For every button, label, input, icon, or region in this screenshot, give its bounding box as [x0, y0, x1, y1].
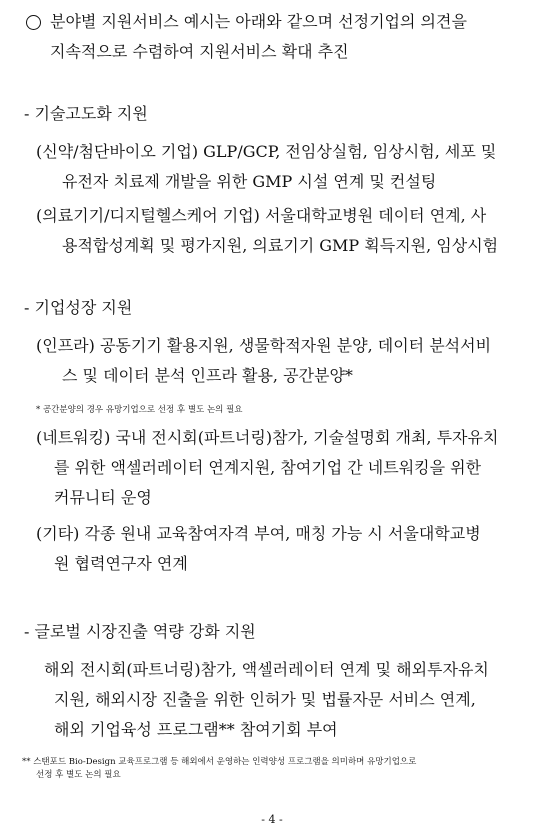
global-note-line-2: 선정 후 별도 논의 필요	[36, 770, 121, 780]
growth-item-2-line-2: 를 위한 액셀러레이터 연계지원, 참여기업 간 네트워킹을 위한	[54, 458, 482, 477]
intro-line-1: 분야별 지원서비스 예시는 아래와 같으며 선정기업의 의견을	[50, 12, 467, 31]
growth-item-1-line-1: (인프라) 공동기기 활용지원, 생물학적자원 분양, 데이터 분석서비	[36, 336, 492, 355]
growth-item-3-line-1: (기타) 각종 원내 교육참여자격 부여, 매칭 가능 시 서울대학교병	[36, 524, 481, 543]
global-item-1-line-3: 해외 기업육성 프로그램** 참여기회 부여	[54, 720, 338, 739]
growth-item-2-line-3: 커뮤니티 운영	[54, 488, 152, 507]
tech-item-1-line-1: (신약/첨단바이오 기업) GLP/GCP, 전임상실험, 임상시험, 세포 및	[36, 142, 497, 161]
growth-item-3-line-2: 원 협력연구자 연계	[54, 554, 188, 573]
global-item-1-line-2: 지원, 해외시장 진출을 위한 인허가 및 법률자문 서비스 연계,	[54, 690, 476, 709]
tech-item-1-line-2: 유전자 치료제 개발을 위한 GMP 시설 연계 및 컨설팅	[62, 172, 437, 191]
tech-item-2-line-1: (의료기기/디지털헬스케어 기업) 서울대학교병원 데이터 연계, 사	[36, 206, 487, 225]
tech-item-2-line-2: 용적합성계획 및 평가지원, 의료기기 GMP 획득지원, 임상시험	[62, 236, 499, 255]
circle-bullet-icon	[26, 15, 41, 30]
growth-item-2-line-1: (네트워킹) 국내 전시회(파트너링)참가, 기술설명회 개최, 투자유치	[36, 428, 499, 447]
global-item-1-line-1: 해외 전시회(파트너링)참가, 액셀러레이터 연계 및 해외투자유치	[44, 660, 489, 679]
global-note-line-1: ** 스탠포드 Bio-Design 교육프로그램 등 해외에서 운영하는 인력양성 프로그램을 의미하며 유망기업으로	[22, 757, 417, 767]
section-heading-global: - 글로벌 시장진출 역량 강화 지원	[24, 622, 256, 641]
growth-item-1-line-2: 스 및 데이터 분석 인프라 활용, 공간분양*	[62, 366, 353, 385]
section-heading-tech: - 기술고도화 지원	[24, 104, 148, 123]
section-heading-growth: - 기업성장 지원	[24, 298, 133, 317]
intro-line-2: 지속적으로 수렴하여 지원서비스 확대 추진	[50, 42, 349, 61]
growth-item-1-note: * 공간분양의 경우 유망기업으로 선정 후 별도 논의 필요	[36, 405, 243, 415]
page-number: - 4 -	[261, 813, 283, 826]
